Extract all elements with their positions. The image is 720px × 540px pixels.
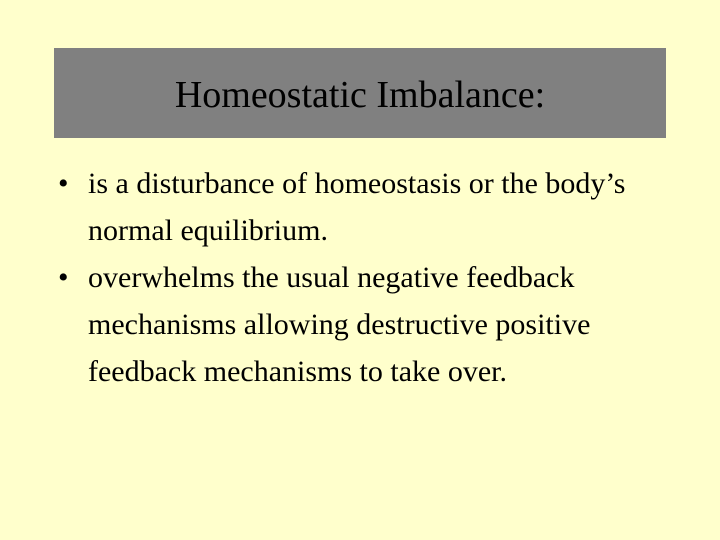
bullet-text: overwhelms the usual negative feedback mechanisms allowing destructive positive feedback mechanisms to take over. (88, 261, 591, 388)
bullet-icon: • (58, 167, 69, 200)
bullet-item (58, 254, 678, 395)
slide-title: Homeostatic Imbalance: (174, 74, 546, 116)
bullet-text: is a disturbance of homeostasis or the body’s normal equilibrium. (88, 167, 626, 247)
bullet-item (58, 160, 678, 254)
title-bar (54, 48, 666, 138)
bullet-list (58, 160, 678, 395)
bullet-icon: • (58, 261, 69, 294)
